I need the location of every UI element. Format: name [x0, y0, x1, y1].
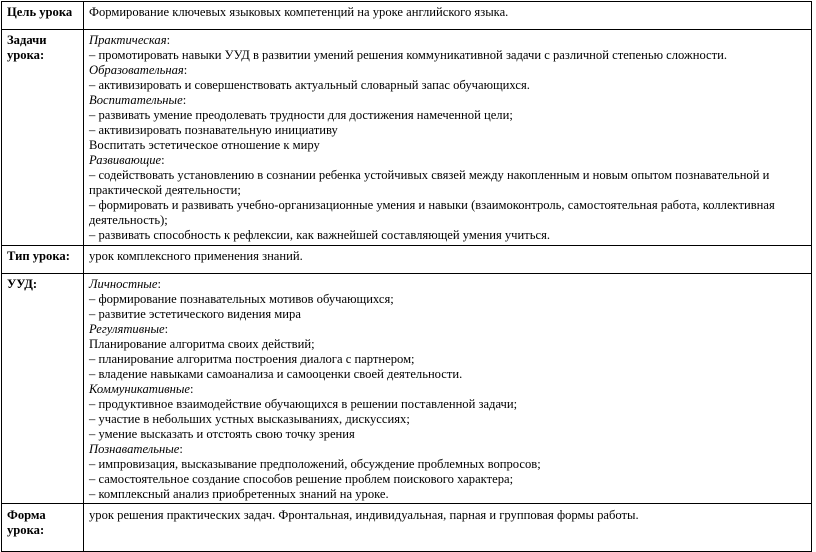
section-heading: Коммуникативные:: [89, 382, 194, 396]
table-row-tasks: [2, 30, 812, 246]
table-row-type: [2, 246, 812, 274]
goal-text: Формирование ключевых языковых компетенций на уроке английского языка.: [84, 2, 812, 30]
type-label: Тип урока:: [2, 246, 84, 274]
list-item: – активизировать познавательную инициативу: [89, 123, 338, 137]
table-row-goal: [2, 2, 812, 30]
list-item: – самостоятельное создание способов решение проблем поискового характера;: [89, 472, 514, 486]
list-item: – комплексный анализ приобретенных знаний на уроке.: [89, 487, 389, 501]
section-heading: Образовательная:: [89, 63, 188, 77]
tasks-content: [84, 30, 812, 246]
list-item: – развивать умение преодолевать трудности для достижения намеченной цели;: [89, 108, 513, 122]
list-item: – развивать способность к рефлексии, как важнейшей составляющей умения учиться.: [89, 228, 551, 242]
section-heading: Развивающие:: [89, 153, 165, 167]
section-heading: Регулятивные:: [89, 322, 169, 336]
lesson-plan-table: [1, 1, 812, 552]
list-item: – импровизация, высказывание предположений, обсуждение проблемных вопросов;: [89, 457, 541, 471]
section-heading: Практическая:: [89, 33, 171, 47]
uud-label: УУД:: [2, 274, 84, 504]
tasks-label: Задачи урока:: [2, 30, 84, 246]
list-item: – формирование познавательных мотивов обучающихся;: [89, 292, 394, 306]
list-item: – развитие эстетического видения мира: [89, 307, 301, 321]
goal-label: Цель урока: [2, 2, 84, 30]
list-item: – промотировать навыки УУД в развитии умений решения коммуникативной задачи с различной степенью сложности.: [89, 48, 728, 62]
list-item: Планирование алгоритма своих действий;: [89, 337, 315, 351]
list-item: – активизировать и совершенствовать актуальный словарный запас обучающихся.: [89, 78, 530, 92]
table-row-uud: [2, 274, 812, 504]
uud-content: [84, 274, 812, 504]
form-text: урок решения практических задач. Фронтальная, индивидуальная, парная и групповая формы работы.: [84, 504, 812, 552]
list-item: – формировать и развивать учебно-организационные умения и навыки (взаимоконтроль, самостоятельная работа, коллективная деятельность);: [89, 198, 775, 227]
form-label: Форма урока:: [2, 504, 84, 552]
list-item: Воспитать эстетическое отношение к миру: [89, 138, 320, 152]
table-row-form: [2, 504, 812, 552]
type-text: урок комплексного применения знаний.: [84, 246, 812, 274]
list-item: – владение навыками самоанализа и самооценки своей деятельности.: [89, 367, 463, 381]
list-item: – участие в небольших устных высказываниях, дискуссиях;: [89, 412, 410, 426]
list-item: – продуктивное взаимодействие обучающихся в решении поставленной задачи;: [89, 397, 518, 411]
list-item: – умение высказать и отстоять свою точку зрения: [89, 427, 355, 441]
section-heading: Воспитательные:: [89, 93, 187, 107]
section-heading: Познавательные:: [89, 442, 183, 456]
section-heading: Личностные:: [89, 277, 161, 291]
list-item: – планирование алгоритма построения диалога с партнером;: [89, 352, 415, 366]
list-item: – содействовать установлению в сознании ребенка устойчивых связей между накопленным и новым опытом познавательной и практической деятельности;: [89, 168, 770, 197]
